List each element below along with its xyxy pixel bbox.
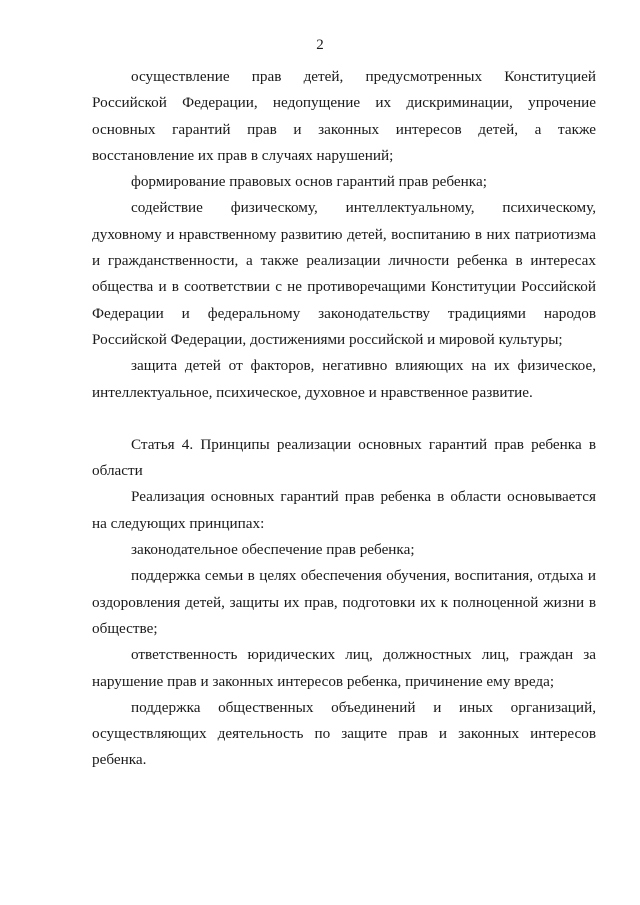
paragraph: формирование правовых основ гарантий прав ребенка; (131, 173, 487, 191)
article-label: Статья 4. (131, 435, 194, 453)
article-heading: Принципы реализации основных гарантий прав ребенка в области (92, 435, 596, 480)
paragraph: содействие физическому, интеллектуальному, психическому, духовному и нравственному развитию детей, воспитанию в них патриотизма и гражданственности, а также реализации личности ребенка в интересах общества и в соответствии с не противоречащими Конституции Российской Федерации и федеральному законодательству традициями народов Российской Федерации, достижениями российской и мировой культуры; (92, 199, 596, 348)
article-title (92, 432, 596, 485)
paragraph: поддержка общественных объединений и иных организаций, осуществляющих деятельность по защите прав и законных интересов ребенка. (92, 698, 596, 769)
paragraph: поддержка семьи в целях обеспечения обучения, воспитания, отдыха и оздоровления детей, защиты их прав, подготовки их к полноценной жизни в обществе; (92, 567, 596, 637)
paragraph: ответственность юридических лиц, должностных лиц, граждан за нарушение прав и законных интересов ребенка, причинение ему вреда; (92, 646, 596, 690)
page-number: 2 (316, 37, 324, 53)
paragraph: Реализация основных гарантий прав ребенка в области основывается на следующих принципах: (92, 488, 596, 532)
paragraph: законодательное обеспечение прав ребенка; (131, 541, 415, 559)
document-body (92, 64, 596, 774)
paragraph: защита детей от факторов, негативно влияющих на их физическое, интеллектуальное, психическое, духовное и нравственное развитие. (92, 357, 596, 401)
paragraph: осуществление прав детей, предусмотренных Конституцией Российской Федерации, недопущение их дискриминации, упрочение основных гарантий прав и законных интересов детей, а также восстановление их прав в случаях нарушений; (92, 68, 596, 164)
